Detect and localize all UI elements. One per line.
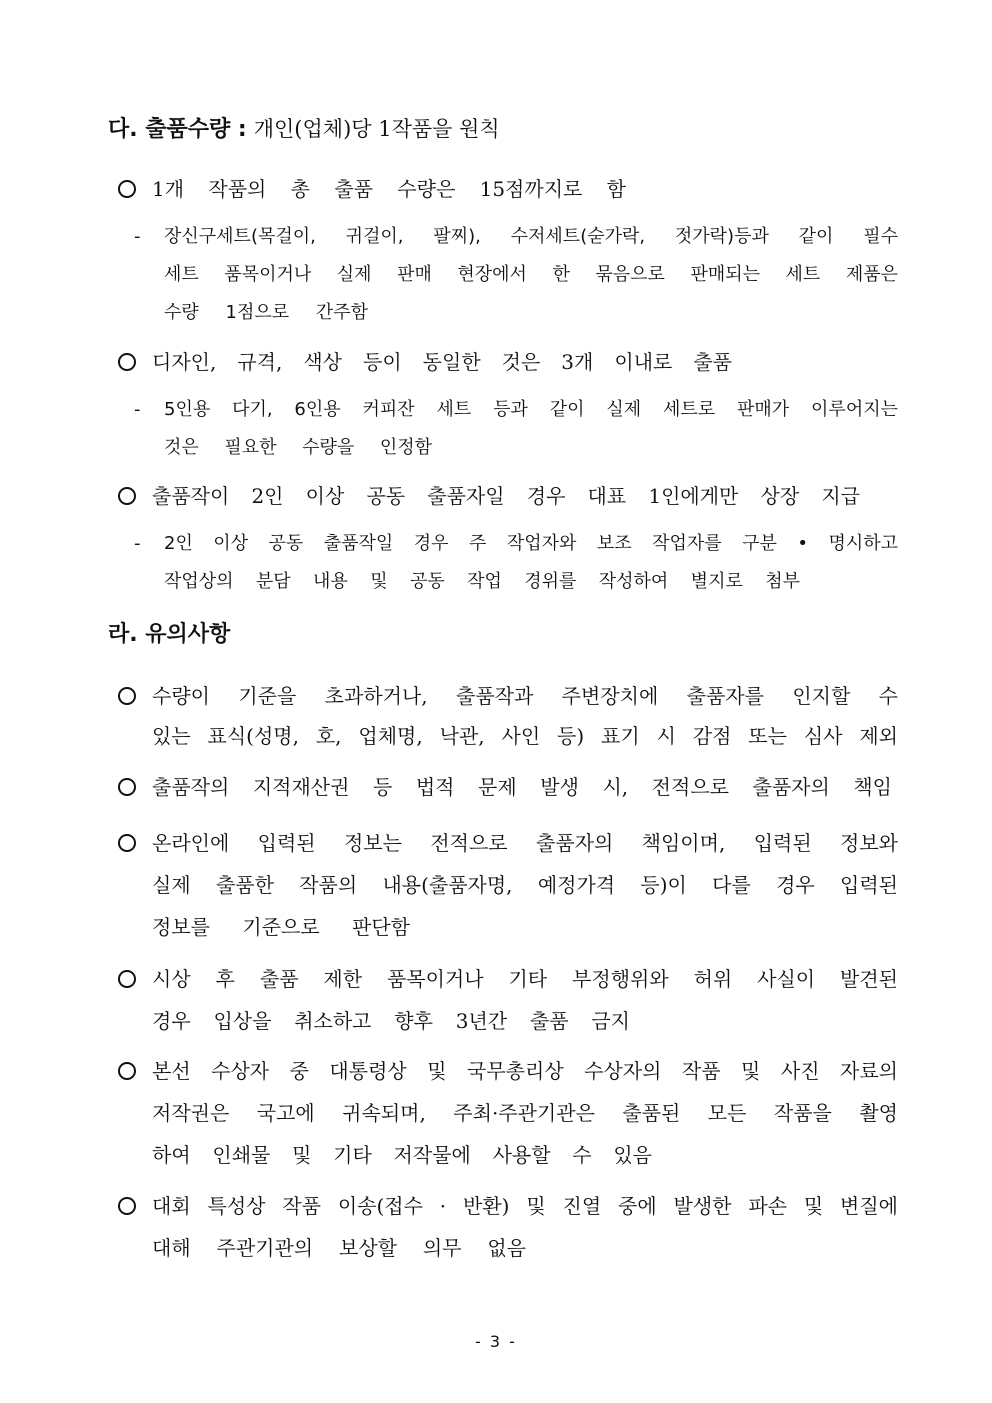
section-heading-quantity	[108, 114, 500, 145]
bullet-text: 정보를 기준으로 판단함	[152, 915, 410, 939]
sub-text: 장신구세트(목걸이, 귀걸이, 팔찌), 수저세트(숟가락, 젓가락)등과 같이 필수	[164, 226, 898, 247]
circle-bullet-icon	[118, 687, 136, 705]
sub-text: 수량 1점으로 간주함	[164, 302, 368, 323]
section-title: 다. 출품수량 :	[108, 117, 247, 142]
bullet-text: 디자인, 규격, 색상 등이 동일한 것은 3개 이내로 출품	[152, 350, 732, 374]
section-subtitle: 개인(업체)당 1작품을 원칙	[253, 117, 500, 141]
bullet-text: 온라인에 입력된 정보는 전적으로 출품자의 책임이며, 입력된 정보와	[152, 831, 898, 855]
bullet-text: 저작권은 국고에 귀속되며, 주최·주관기관은 출품된 모든 작품을 촬영	[152, 1101, 898, 1125]
sub-text: 2인 이상 공동 출품작일 경우 주 작업자와 보조 작업자를 구분 • 명시하고	[164, 533, 898, 554]
dash-bullet: -	[134, 226, 141, 247]
bullet-text: 실제 출품한 작품의 내용(출품자명, 예정가격 등)이 다를 경우 입력된	[152, 873, 898, 897]
bullet-text: 하여 인쇄물 및 기타 저작물에 사용할 수 있음	[152, 1143, 652, 1167]
circle-bullet-icon	[118, 353, 136, 371]
circle-bullet-icon	[118, 970, 136, 988]
bullet-text: 출품작의 지적재산권 등 법적 문제 발생 시, 전적으로 출품자의 책임	[152, 775, 892, 799]
bullet-text: 수량이 기준을 초과하거나, 출품작과 주변장치에 출품자를 인지할 수	[152, 684, 898, 708]
circle-bullet-icon	[118, 1062, 136, 1080]
dash-bullet: -	[134, 399, 141, 420]
bullet-text: 1개 작품의 총 출품 수량은 15점까지로 함	[152, 177, 626, 201]
dash-bullet: -	[134, 533, 141, 554]
bullet-text: 대해 주관기관의 보상할 의무 없음	[152, 1236, 526, 1260]
bullet-text: 경우 입상을 취소하고 향후 3년간 출품 금지	[152, 1009, 630, 1033]
sub-text: 작업상의 분담 내용 및 공동 작업 경위를 작성하여 별지로 첨부	[164, 571, 800, 592]
circle-bullet-icon	[118, 1197, 136, 1215]
page-number: - 3 -	[475, 1332, 517, 1351]
bullet-text: 시상 후 출품 제한 품목이거나 기타 부정행위와 허위 사실이 발견된	[152, 967, 898, 991]
circle-bullet-icon	[118, 834, 136, 852]
sub-text: 것은 필요한 수량을 인정함	[164, 437, 432, 458]
bullet-text: 본선 수상자 중 대통령상 및 국무총리상 수상자의 작품 및 사진 자료의	[152, 1059, 898, 1083]
bullet-text: 대회 특성상 작품 이송(접수 · 반환) 및 진열 중에 발생한 파손 및 변질에	[152, 1194, 898, 1218]
bullet-text: 있는 표식(성명, 호, 업체명, 낙관, 사인 등) 표기 시 감점 또는 심사 제외	[152, 724, 898, 748]
sub-text: 세트 품목이거나 실제 판매 현장에서 한 묶음으로 판매되는 세트 제품은	[164, 264, 898, 285]
bullet-text: 출품작이 2인 이상 공동 출품자일 경우 대표 1인에게만 상장 지급	[152, 484, 860, 508]
circle-bullet-icon	[118, 487, 136, 505]
circle-bullet-icon	[118, 180, 136, 198]
sub-text: 5인용 다기, 6인용 커피잔 세트 등과 같이 실제 세트로 판매가 이루어지는	[164, 399, 898, 420]
section-heading-notes	[108, 620, 230, 650]
section-title: 라. 유의사항	[108, 622, 231, 647]
circle-bullet-icon	[118, 778, 136, 796]
